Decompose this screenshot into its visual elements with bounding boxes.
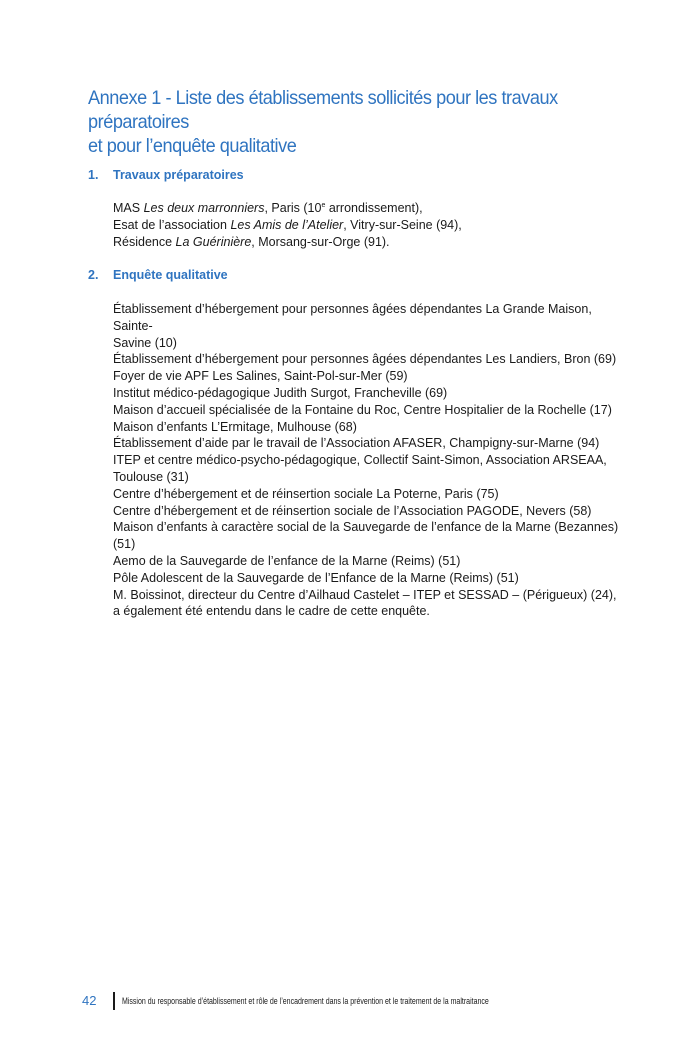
list-item: Établissement d’aide par le travail de l’Association AFASER, Champigny-sur-Marne (94) — [113, 436, 600, 451]
list-item: M. Boissinot, directeur du Centre d’Ailhaud Castelet – ITEP et SESSAD – (Périgueux) (24), — [113, 587, 617, 602]
list-item: Foyer de vie APF Les Salines, Saint-Pol-sur-Mer (59) — [113, 369, 408, 384]
section-title: Travaux préparatoires — [113, 168, 244, 182]
enquete-list — [113, 301, 630, 620]
list-item: Résidence La Guérinière, Morsang-sur-Orge (91). — [113, 234, 390, 249]
page-title-line-2: et pour l’enquête qualitative — [88, 135, 297, 157]
page-number: 42 — [82, 993, 97, 1008]
list-item: ITEP et centre médico-psycho-pédagogique, Collectif Saint-Simon, Association ARSEAA, — [113, 453, 607, 468]
list-item: Maison d’accueil spécialisée de la Fontaine du Roc, Centre Hospitalier de la Rochelle (17) — [113, 402, 612, 417]
list-item: Maison d’enfants à caractère social de la Sauvegarde de l’enfance de la Marne (Bezannes) — [113, 520, 619, 535]
list-item: Centre d’hébergement et de réinsertion sociale de l’Association PAGODE, Nevers (58) — [113, 503, 592, 518]
section-number: 2. — [88, 268, 99, 282]
list-item: a également été entendu dans le cadre de cette enquête. — [113, 604, 430, 619]
list-item: Établissement d’hébergement pour personnes âgées dépendantes Les Landiers, Bron (69) — [113, 352, 617, 367]
page-title — [88, 86, 609, 158]
list-item: Savine (10) — [113, 335, 177, 350]
section-heading-travaux — [88, 168, 244, 182]
list-item: Institut médico-pédagogique Judith Surgot, Francheville (69) — [113, 385, 448, 400]
page-footer — [82, 992, 602, 1012]
section-heading-enquete — [88, 268, 228, 282]
list-item: Esat de l’association Les Amis de l’Atelier, Vitry-sur-Seine (94), — [113, 217, 462, 232]
section-number: 1. — [88, 168, 99, 182]
footer-text: Mission du responsable d’établissement et rôle de l’encadrement dans la prévention et le traitement de la maltraitance — [122, 996, 489, 1006]
travaux-list — [113, 200, 630, 250]
page-title-line-1: Annexe 1 - Liste des établissements sollicités pour les travaux préparatoires — [88, 87, 558, 133]
section-title: Enquête qualitative — [113, 268, 228, 282]
list-item: Établissement d’hébergement pour personnes âgées dépendantes La Grande Maison, Sainte- — [113, 302, 592, 333]
list-item: MAS Les deux marronniers, Paris (10e arrondissement), — [113, 201, 423, 215]
footer-divider — [113, 992, 115, 1010]
list-item: (51) — [113, 537, 136, 552]
list-item: Centre d’hébergement et de réinsertion sociale La Poterne, Paris (75) — [113, 486, 499, 501]
list-item: Aemo de la Sauvegarde de l’enfance de la Marne (Reims) (51) — [113, 553, 461, 568]
list-item: Toulouse (31) — [113, 469, 189, 484]
list-item: Maison d’enfants L’Ermitage, Mulhouse (68) — [113, 419, 357, 434]
list-item: Pôle Adolescent de la Sauvegarde de l’Enfance de la Marne (Reims) (51) — [113, 570, 519, 585]
